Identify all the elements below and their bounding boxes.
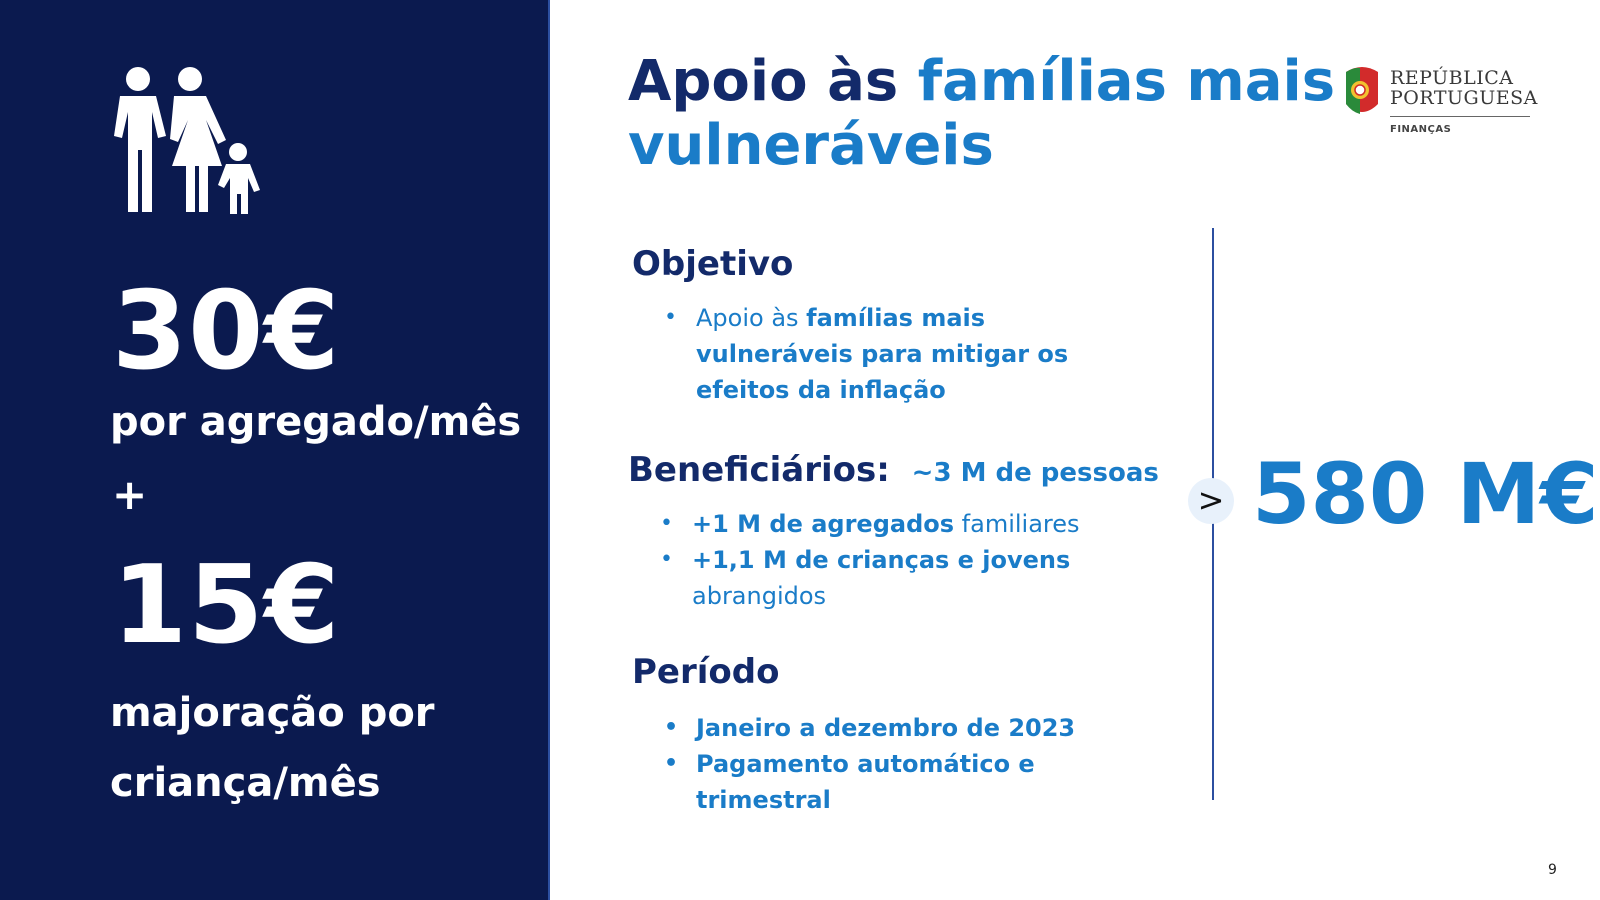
beneficiarios-note: ~3 M de pessoas xyxy=(911,458,1159,488)
list-item xyxy=(658,300,1128,408)
objetivo-list xyxy=(658,300,1128,408)
amount-per-child: 15€ xyxy=(112,543,341,668)
list-item xyxy=(654,506,1104,542)
arrow-icon: > xyxy=(1188,478,1234,524)
logo-line-1: REPÚBLICA xyxy=(1390,67,1514,89)
logo-divider xyxy=(1390,116,1530,117)
list-item: • Pagamento automático e trimestral xyxy=(658,746,1158,818)
government-logo xyxy=(1342,64,1552,144)
amount-per-household: 30€ xyxy=(112,269,341,394)
logo-ministry: FINANÇAS xyxy=(1390,124,1452,135)
logo-text xyxy=(1390,68,1538,108)
periodo-heading: Período xyxy=(632,652,780,692)
total-amount: 580 M€ xyxy=(1252,445,1599,543)
family-icon xyxy=(108,66,268,214)
plus-sign: + xyxy=(112,470,148,519)
left-panel xyxy=(0,0,550,900)
list-item-plain: abrangidos xyxy=(692,582,827,610)
amount-per-household-label: por agregado/mês xyxy=(110,399,522,445)
list-item-bold: +1 M de agregados xyxy=(692,510,955,538)
title-part-accent: famílias mais vulneráveis xyxy=(628,49,1336,178)
list-item-bold: +1,1 M de crianças e jovens xyxy=(692,546,1071,574)
page-number: 9 xyxy=(1548,862,1557,878)
list-item-plain: Apoio às xyxy=(696,304,807,332)
logo-line-2: PORTUGUESA xyxy=(1390,87,1538,109)
list-item xyxy=(654,542,1104,614)
beneficiarios-heading-text: Beneficiários: xyxy=(628,450,890,490)
beneficiarios-list xyxy=(654,506,1104,614)
list-item-plain: familiares xyxy=(954,510,1080,538)
periodo-list xyxy=(658,710,1158,818)
objetivo-heading: Objetivo xyxy=(632,244,794,284)
list-item-bold: famílias mais vulneráveis para mitigar os efeitos da inflação xyxy=(696,304,1069,404)
coat-of-arms-icon xyxy=(1342,64,1382,120)
amount-per-child-label: majoração por criança/mês xyxy=(110,690,435,806)
beneficiarios-heading xyxy=(628,450,1159,490)
list-item: • Janeiro a dezembro de 2023 xyxy=(658,710,1158,746)
title-part-dark: Apoio às xyxy=(628,49,918,114)
